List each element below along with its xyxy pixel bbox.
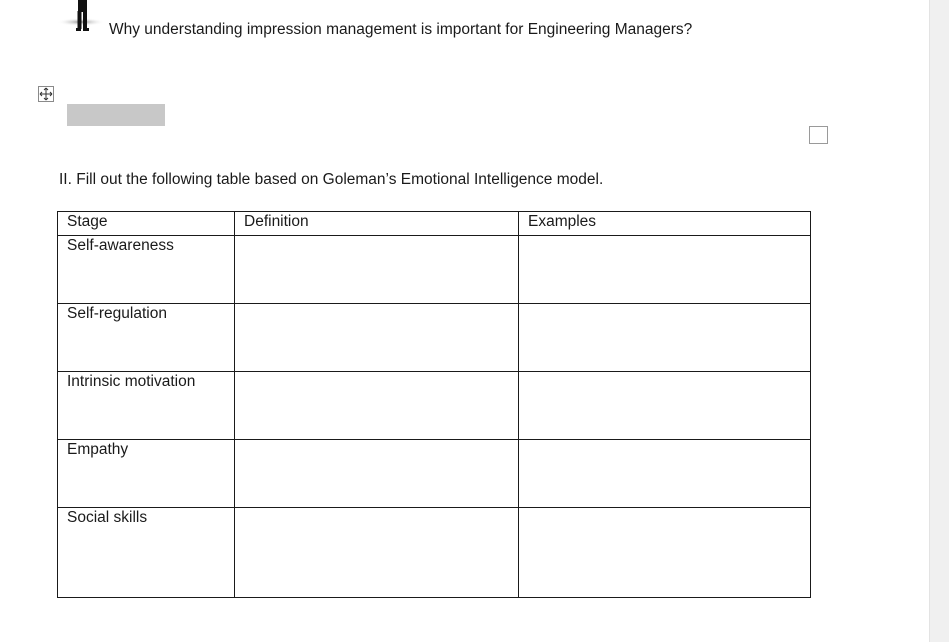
question-text: Why understanding impression management is important for Engineering Managers? <box>109 21 693 38</box>
move-arrows-icon <box>39 87 53 101</box>
table-row <box>58 304 811 372</box>
person-silhouette-icon <box>56 0 106 36</box>
table-header-row <box>58 212 811 236</box>
table-row <box>58 372 811 440</box>
definition-cell[interactable] <box>235 304 519 372</box>
examples-cell[interactable] <box>519 304 811 372</box>
definition-cell[interactable] <box>235 372 519 440</box>
stage-cell[interactable]: Self-regulation <box>58 304 235 372</box>
examples-cell[interactable] <box>519 508 811 598</box>
examples-cell[interactable] <box>519 236 811 304</box>
table-move-handle[interactable] <box>38 86 54 102</box>
header-examples[interactable]: Examples <box>519 212 811 236</box>
table-row <box>58 440 811 508</box>
vertical-scrollbar[interactable] <box>929 0 949 642</box>
definition-cell[interactable] <box>235 236 519 304</box>
answer-field-shading[interactable] <box>67 104 165 126</box>
stage-cell[interactable]: Social skills <box>58 508 235 598</box>
examples-cell[interactable] <box>519 372 811 440</box>
stage-cell[interactable]: Empathy <box>58 440 235 508</box>
stage-cell[interactable]: Self-awareness <box>58 236 235 304</box>
checkbox-icon[interactable] <box>809 126 828 144</box>
definition-cell[interactable] <box>235 508 519 598</box>
header-definition[interactable]: Definition <box>235 212 519 236</box>
table-row <box>58 508 811 598</box>
table-row <box>58 236 811 304</box>
emotional-intelligence-table <box>57 211 811 598</box>
examples-cell[interactable] <box>519 440 811 508</box>
stage-cell[interactable]: Intrinsic motivation <box>58 372 235 440</box>
header-stage[interactable]: Stage <box>58 212 235 236</box>
definition-cell[interactable] <box>235 440 519 508</box>
section-heading: II. Fill out the following table based on Goleman’s Emotional Intelligence model. <box>59 171 604 188</box>
